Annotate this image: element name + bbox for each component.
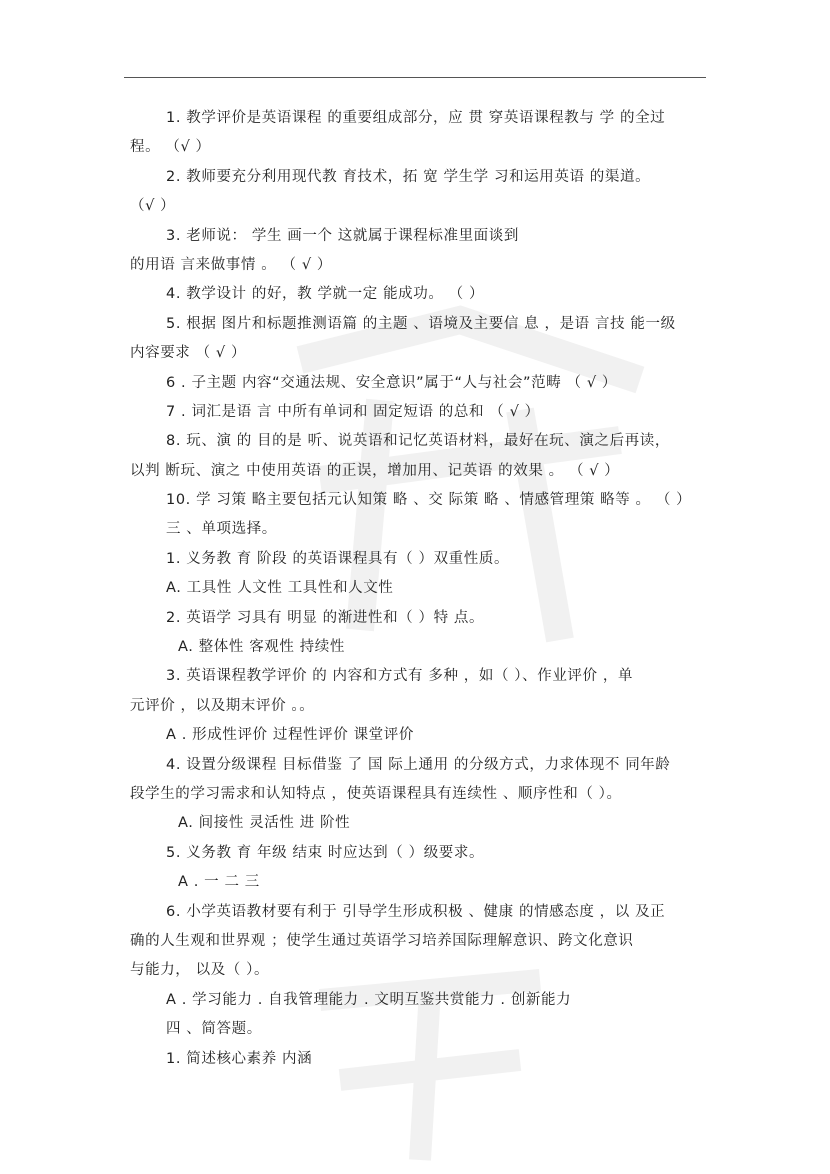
text-line: 1. 教学评价是英语课程 的重要组成部分，应 贯 穿英语课程教与 学 的全过 <box>166 110 666 126</box>
header-rule <box>124 77 706 78</box>
text-line: 6 . 子主题 内容“交通法规、安全意识”属于“人与社会”范畴 （ √ ） <box>166 374 617 391</box>
question-line: 4. 设置分级课程 目标借鉴 了 国 际上通用 的分级方式，力求体现不 同年龄 <box>166 756 671 773</box>
question-line: 5. 义务教 育 年级 结束 时应达到（ ）级要求。 <box>166 844 485 861</box>
text-line: 10. 学 习策 略主要包括元认知策 略 、交 际策 略 、情感管理策 略等 。 （ ） <box>166 492 692 509</box>
document-body <box>130 104 704 1074</box>
question-line: 与能力， 以及（ ）。 <box>130 962 270 979</box>
options-line: A. 工具性 人文性 工具性和人文性 <box>166 580 394 597</box>
text-line: 3. 老师说： 学生 画一个 这就属于课程标准里面谈到 <box>166 227 519 244</box>
question-line: 6. 小学英语教材要有利于 引导学生形成积极 、健康 的情感态度 ，以 及正 <box>166 903 666 920</box>
options-line: A . 学习能力 . 自我管理能力 . 文明互鉴共赏能力 . 创新能力 <box>166 991 572 1008</box>
section-heading: 三 、单项选择。 <box>166 521 277 538</box>
options-line: A . 一 二 三 <box>178 874 260 891</box>
text-line: 8. 玩、演 的 目的是 听、说英语和记忆英语材料，最好在玩、演之后再读， <box>166 433 670 450</box>
text-line: 程。 （√ ） <box>130 139 211 156</box>
question-line: 1. 义务教 育 阶段 的英语课程具有（ ）双重性质。 <box>166 550 510 567</box>
question-line: 段学生的学习需求和认知特点 ，使英语课程具有连续性 、顺序性和（ ）。 <box>130 785 622 802</box>
text-line: （√ ） <box>130 198 176 215</box>
text-line: 4. 教学设计 的好，教 学就一定 能成功。 （ ） <box>166 286 485 303</box>
question-line: 元评价 ，以及期末评价 。。 <box>130 697 315 714</box>
section-heading: 四 、简答题。 <box>166 1021 262 1038</box>
options-line: A. 间接性 灵活性 进 阶性 <box>178 815 351 832</box>
text-line: 2. 教师要充分利用现代教 育技术，拓 宽 学生学 习和运用英语 的渠道。 <box>166 168 651 185</box>
options-line: A . 形成性评价 过程性评价 课堂评价 <box>166 727 414 744</box>
question-line: 确的人生观和世界观 ；使学生通过英语学习培养国际理解意识、跨文化意识 <box>130 932 634 949</box>
text-line: 5. 根据 图片和标题推测语篇 的主题 、语境及主要信 息 ，是语 言技 能一级 <box>166 315 676 332</box>
question-line: 1. 简述核心素养 内涵 <box>166 1050 313 1067</box>
options-line: A. 整体性 客观性 持续性 <box>178 639 345 656</box>
question-line: 3. 英语课程教学评价 的 内容和方式有 多种 ，如（ ）、作业评价 ，单 <box>166 668 634 685</box>
text-line: 以判 断玩、演之 中使用英语 的正误，增加用、记英语 的效果 。 （ √ ） <box>130 462 620 479</box>
text-line: 7 . 词汇是语 言 中所有单词和 固定短语 的总和 （ √ ） <box>166 403 540 420</box>
text-line: 内容要求 （ √ ） <box>130 345 247 362</box>
question-line: 2. 英语学 习具有 明显 的渐进性和（ ）特 点。 <box>166 609 485 626</box>
text-line: 的用语 言来做事情 。 （ √ ） <box>130 256 332 273</box>
